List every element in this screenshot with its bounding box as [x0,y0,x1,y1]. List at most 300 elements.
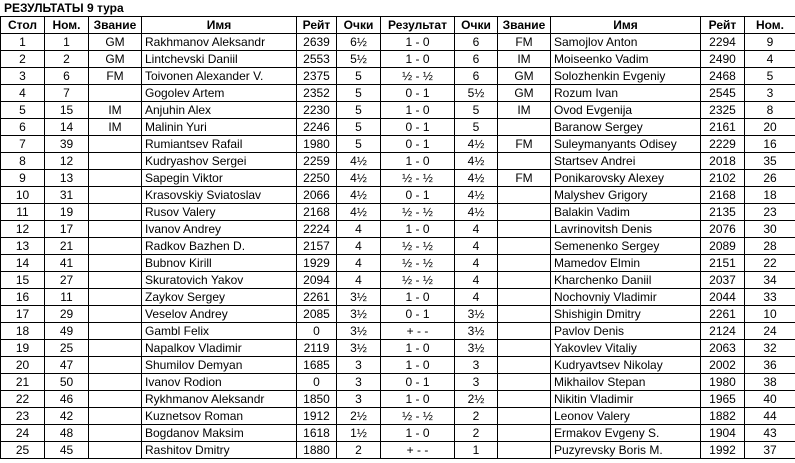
table-row [1,51,795,68]
black-start-no-cell: 28 [745,238,795,255]
white-points-cell: 3½ [337,340,381,357]
table-no-cell: 25 [1,442,45,459]
table-no-cell: 2 [1,51,45,68]
black-points-cell: 4½ [455,187,498,204]
table-row [1,340,795,357]
page-title: РЕЗУЛЬТАТЫ 9 тура [4,1,124,15]
white-title-cell [89,221,142,238]
black-name-cell: Solozhenkin Evgeniy [551,68,701,85]
white-start-no-cell: 42 [45,408,89,425]
black-rating-cell: 1904 [701,425,745,442]
white-title-cell [89,153,142,170]
black-points-cell: 3½ [455,323,498,340]
white-start-no-cell: 14 [45,119,89,136]
white-title-cell [89,238,142,255]
black-name-cell: Puzyrevsky Boris M. [551,442,701,459]
header-black-name: Имя [551,17,701,34]
white-title-cell: GM [89,34,142,51]
table-row [1,255,795,272]
white-start-no-cell: 27 [45,272,89,289]
header-white-points: Очки [337,17,381,34]
table-row [1,289,795,306]
white-title-cell: IM [89,102,142,119]
white-name-cell: Shumilov Demyan [142,357,297,374]
table-no-cell: 24 [1,425,45,442]
black-name-cell: Baranow Sergey [551,119,701,136]
white-start-no-cell: 17 [45,221,89,238]
white-points-cell: 4½ [337,187,381,204]
black-points-cell: 5 [455,119,498,136]
table-body [1,34,795,459]
white-points-cell: 1½ [337,425,381,442]
white-start-no-cell: 48 [45,425,89,442]
table-no-cell: 17 [1,306,45,323]
white-name-cell: Rashitov Dmitry [142,442,297,459]
black-name-cell: Nochovniy Vladimir [551,289,701,306]
white-start-no-cell: 13 [45,170,89,187]
black-start-no-cell: 35 [745,153,795,170]
white-start-no-cell: 29 [45,306,89,323]
white-title-cell [89,272,142,289]
white-rating-cell: 2246 [297,119,337,136]
black-name-cell: Suleymanyants Odisey [551,136,701,153]
white-points-cell: 5 [337,119,381,136]
black-points-cell: 3 [455,357,498,374]
result-cell: 1 - 0 [381,391,455,408]
white-start-no-cell: 7 [45,85,89,102]
black-points-cell: 3½ [455,340,498,357]
white-points-cell: 2½ [337,408,381,425]
black-rating-cell: 2229 [701,136,745,153]
black-points-cell: 3 [455,374,498,391]
white-name-cell: Malinin Yuri [142,119,297,136]
table-no-cell: 9 [1,170,45,187]
black-rating-cell: 2002 [701,357,745,374]
white-name-cell: Kuznetsov Roman [142,408,297,425]
black-rating-cell: 2044 [701,289,745,306]
table-no-cell: 16 [1,289,45,306]
table-no-cell: 23 [1,408,45,425]
table-row [1,170,795,187]
white-name-cell: Radkov Bazhen D. [142,238,297,255]
table-row [1,357,795,374]
white-rating-cell: 2168 [297,204,337,221]
white-start-no-cell: 49 [45,323,89,340]
white-title-cell [89,170,142,187]
black-points-cell: 6 [455,34,498,51]
black-title-cell [498,323,551,340]
table-row [1,323,795,340]
white-points-cell: 5½ [337,51,381,68]
black-points-cell: 4 [455,289,498,306]
result-cell: 1 - 0 [381,289,455,306]
white-points-cell: 3 [337,374,381,391]
white-name-cell: Veselov Andrey [142,306,297,323]
black-points-cell: 6 [455,68,498,85]
white-start-no-cell: 25 [45,340,89,357]
white-rating-cell: 2094 [297,272,337,289]
white-rating-cell: 1850 [297,391,337,408]
black-rating-cell: 2468 [701,68,745,85]
white-title-cell [89,374,142,391]
white-rating-cell: 2066 [297,187,337,204]
table-no-cell: 18 [1,323,45,340]
black-title-cell: GM [498,68,551,85]
white-rating-cell: 1685 [297,357,337,374]
result-cell: ½ - ½ [381,238,455,255]
black-start-no-cell: 44 [745,408,795,425]
table-no-cell: 11 [1,204,45,221]
black-rating-cell: 2063 [701,340,745,357]
table-row [1,153,795,170]
white-rating-cell: 2259 [297,153,337,170]
white-name-cell: Rykhmanov Aleksandr [142,391,297,408]
white-rating-cell: 2352 [297,85,337,102]
white-start-no-cell: 41 [45,255,89,272]
black-points-cell: 4 [455,255,498,272]
white-rating-cell: 0 [297,374,337,391]
white-name-cell: Zaykov Sergey [142,289,297,306]
white-name-cell: Toivonen Alexander V. [142,68,297,85]
table-no-cell: 6 [1,119,45,136]
result-cell: 0 - 1 [381,119,455,136]
black-rating-cell: 2102 [701,170,745,187]
black-start-no-cell: 4 [745,51,795,68]
white-start-no-cell: 39 [45,136,89,153]
black-rating-cell: 1992 [701,442,745,459]
black-title-cell [498,153,551,170]
header-result: Результат [381,17,455,34]
black-points-cell: 4½ [455,170,498,187]
header-black-points: Очки [455,17,498,34]
black-start-no-cell: 43 [745,425,795,442]
white-points-cell: 4 [337,238,381,255]
black-name-cell: Ermakov Evgeny S. [551,425,701,442]
black-name-cell: Nikitin Vladimir [551,391,701,408]
black-name-cell: Lavrinovitsh Denis [551,221,701,238]
table-row [1,221,795,238]
table-header-row [1,17,795,34]
white-title-cell [89,357,142,374]
table-row [1,306,795,323]
black-points-cell: 5½ [455,85,498,102]
result-cell: + - - [381,323,455,340]
black-start-no-cell: 38 [745,374,795,391]
white-name-cell: Napalkov Vladimir [142,340,297,357]
black-start-no-cell: 36 [745,357,795,374]
white-points-cell: 4½ [337,204,381,221]
white-start-no-cell: 2 [45,51,89,68]
black-title-cell: FM [498,170,551,187]
black-points-cell: 4½ [455,204,498,221]
white-rating-cell: 2261 [297,289,337,306]
table-row [1,374,795,391]
black-start-no-cell: 18 [745,187,795,204]
white-rating-cell: 1912 [297,408,337,425]
white-start-no-cell: 46 [45,391,89,408]
black-title-cell [498,340,551,357]
result-cell: 1 - 0 [381,425,455,442]
white-name-cell: Ivanov Andrey [142,221,297,238]
result-cell: ½ - ½ [381,204,455,221]
black-rating-cell: 1882 [701,408,745,425]
table-row [1,68,795,85]
table-row [1,85,795,102]
black-points-cell: 1 [455,442,498,459]
black-name-cell: Shishigin Dmitry [551,306,701,323]
white-title-cell [89,85,142,102]
table-no-cell: 22 [1,391,45,408]
white-start-no-cell: 45 [45,442,89,459]
black-name-cell: Startsev Andrei [551,153,701,170]
white-points-cell: 5 [337,68,381,85]
result-cell: 1 - 0 [381,51,455,68]
black-title-cell [498,204,551,221]
black-title-cell: FM [498,34,551,51]
black-title-cell [498,306,551,323]
black-name-cell: Moiseenko Vadim [551,51,701,68]
header-white-no: Ном. [45,17,89,34]
black-title-cell [498,357,551,374]
black-rating-cell: 2161 [701,119,745,136]
white-rating-cell: 2639 [297,34,337,51]
white-start-no-cell: 19 [45,204,89,221]
black-title-cell [498,255,551,272]
black-points-cell: 4½ [455,136,498,153]
table-row [1,34,795,51]
white-name-cell: Anjuhin Alex [142,102,297,119]
header-black-no: Ном. [745,17,795,34]
black-name-cell: Kudryavtsev Nikolay [551,357,701,374]
black-start-no-cell: 34 [745,272,795,289]
black-points-cell: 5 [455,102,498,119]
header-white-rating: Рейт [297,17,337,34]
result-cell: 1 - 0 [381,357,455,374]
white-title-cell [89,425,142,442]
black-title-cell [498,289,551,306]
black-start-no-cell: 24 [745,323,795,340]
white-points-cell: 4½ [337,170,381,187]
table-row [1,425,795,442]
black-start-no-cell: 3 [745,85,795,102]
black-rating-cell: 2168 [701,187,745,204]
black-name-cell: Malyshev Grigory [551,187,701,204]
table-no-cell: 12 [1,221,45,238]
white-name-cell: Gambl Felix [142,323,297,340]
result-cell: 1 - 0 [381,153,455,170]
table-row [1,204,795,221]
white-start-no-cell: 15 [45,102,89,119]
white-name-cell: Ivanov Rodion [142,374,297,391]
black-name-cell: Semenenko Sergey [551,238,701,255]
table-row [1,119,795,136]
table-no-cell: 1 [1,34,45,51]
white-points-cell: 5 [337,136,381,153]
table-no-cell: 15 [1,272,45,289]
black-points-cell: 4 [455,221,498,238]
black-title-cell: FM [498,136,551,153]
white-title-cell: IM [89,119,142,136]
table-row [1,408,795,425]
black-points-cell: 2 [455,425,498,442]
white-rating-cell: 2230 [297,102,337,119]
white-rating-cell: 2224 [297,221,337,238]
white-rating-cell: 1929 [297,255,337,272]
white-title-cell [89,187,142,204]
white-rating-cell: 2250 [297,170,337,187]
white-title-cell: GM [89,51,142,68]
result-cell: 1 - 0 [381,102,455,119]
table-no-cell: 3 [1,68,45,85]
result-cell: + - - [381,442,455,459]
white-name-cell: Skuratovich Yakov [142,272,297,289]
white-name-cell: Krasovskiy Sviatoslav [142,187,297,204]
table-no-cell: 21 [1,374,45,391]
black-start-no-cell: 40 [745,391,795,408]
white-rating-cell: 2553 [297,51,337,68]
white-start-no-cell: 11 [45,289,89,306]
header-black-rating: Рейт [701,17,745,34]
table-row [1,272,795,289]
white-start-no-cell: 21 [45,238,89,255]
table-no-cell: 7 [1,136,45,153]
white-title-cell [89,442,142,459]
table-no-cell: 20 [1,357,45,374]
black-points-cell: 4 [455,238,498,255]
black-points-cell: 2 [455,408,498,425]
white-title-cell [89,391,142,408]
white-name-cell: Rakhmanov Aleksandr [142,34,297,51]
white-title-cell: FM [89,68,142,85]
header-black-title: Звание [498,17,551,34]
black-rating-cell: 2089 [701,238,745,255]
black-name-cell: Leonov Valery [551,408,701,425]
black-start-no-cell: 22 [745,255,795,272]
result-cell: 1 - 0 [381,340,455,357]
result-cell: 0 - 1 [381,85,455,102]
white-points-cell: 4 [337,272,381,289]
black-title-cell: IM [498,102,551,119]
result-cell: ½ - ½ [381,272,455,289]
black-title-cell [498,391,551,408]
black-title-cell [498,374,551,391]
table-row [1,442,795,459]
result-cell: 0 - 1 [381,374,455,391]
black-start-no-cell: 37 [745,442,795,459]
black-title-cell [498,221,551,238]
white-rating-cell: 0 [297,323,337,340]
result-cell: 0 - 1 [381,136,455,153]
white-title-cell [89,340,142,357]
result-cell: 0 - 1 [381,306,455,323]
black-start-no-cell: 10 [745,306,795,323]
white-rating-cell: 1880 [297,442,337,459]
black-title-cell: IM [498,51,551,68]
white-rating-cell: 2157 [297,238,337,255]
white-rating-cell: 1980 [297,136,337,153]
black-rating-cell: 2261 [701,306,745,323]
white-points-cell: 4½ [337,153,381,170]
black-rating-cell: 2018 [701,153,745,170]
black-start-no-cell: 33 [745,289,795,306]
table-no-cell: 8 [1,153,45,170]
black-rating-cell: 2490 [701,51,745,68]
black-start-no-cell: 26 [745,170,795,187]
table-no-cell: 10 [1,187,45,204]
black-name-cell: Kharchenko Daniil [551,272,701,289]
black-name-cell: Mikhailov Stepan [551,374,701,391]
black-title-cell [498,425,551,442]
white-rating-cell: 1618 [297,425,337,442]
white-points-cell: 5 [337,102,381,119]
white-title-cell [89,306,142,323]
black-start-no-cell: 32 [745,340,795,357]
white-name-cell: Sapegin Viktor [142,170,297,187]
result-cell: 1 - 0 [381,34,455,51]
black-name-cell: Samojlov Anton [551,34,701,51]
white-points-cell: 3 [337,357,381,374]
white-rating-cell: 2085 [297,306,337,323]
black-name-cell: Rozum Ivan [551,85,701,102]
white-rating-cell: 2119 [297,340,337,357]
black-title-cell [498,119,551,136]
black-title-cell [498,408,551,425]
white-name-cell: Kudryashov Sergei [142,153,297,170]
result-cell: ½ - ½ [381,68,455,85]
white-points-cell: 3½ [337,323,381,340]
black-rating-cell: 2076 [701,221,745,238]
white-name-cell: Rusov Valery [142,204,297,221]
result-cell: 1 - 0 [381,221,455,238]
black-rating-cell: 2135 [701,204,745,221]
black-name-cell: Balakin Vadim [551,204,701,221]
white-start-no-cell: 1 [45,34,89,51]
white-points-cell: 4 [337,255,381,272]
white-rating-cell: 2375 [297,68,337,85]
white-points-cell: 5 [337,85,381,102]
white-points-cell: 4 [337,221,381,238]
black-start-no-cell: 30 [745,221,795,238]
black-points-cell: 4½ [455,153,498,170]
header-white-name: Имя [142,17,297,34]
table-no-cell: 13 [1,238,45,255]
white-name-cell: Rumiantsev Rafail [142,136,297,153]
white-name-cell: Bubnov Kirill [142,255,297,272]
white-start-no-cell: 47 [45,357,89,374]
black-title-cell [498,442,551,459]
white-title-cell [89,323,142,340]
black-points-cell: 6 [455,51,498,68]
black-name-cell: Mamedov Elmin [551,255,701,272]
black-title-cell: GM [498,85,551,102]
table-row [1,102,795,119]
black-title-cell [498,187,551,204]
black-name-cell: Pavlov Denis [551,323,701,340]
white-points-cell: 3½ [337,306,381,323]
black-start-no-cell: 23 [745,204,795,221]
black-rating-cell: 2037 [701,272,745,289]
table-no-cell: 5 [1,102,45,119]
black-rating-cell: 1980 [701,374,745,391]
white-title-cell [89,204,142,221]
table-no-cell: 14 [1,255,45,272]
black-start-no-cell: 8 [745,102,795,119]
results-table [0,16,795,459]
result-cell: ½ - ½ [381,170,455,187]
white-points-cell: 3 [337,391,381,408]
black-name-cell: Yakovlev Vitaliy [551,340,701,357]
white-points-cell: 2 [337,442,381,459]
